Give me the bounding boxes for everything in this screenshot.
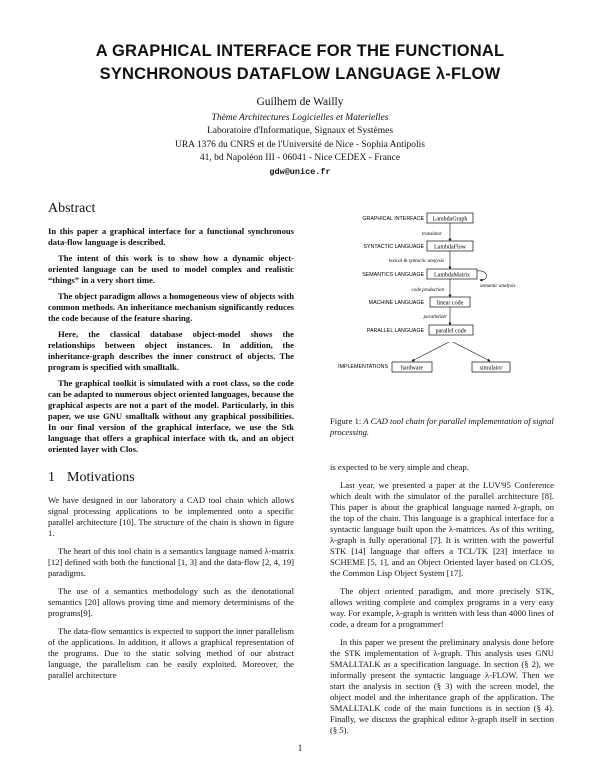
affiliation-lab: Laboratoire d'Informatique, Signaux et Systèmes	[206, 126, 394, 137]
abstract-body	[48, 226, 294, 455]
body-paragraph: The data-flow semantics is expected to support the inner parallelism of the applications. In addition, it allows a graphical representation of the programs. Due to the static solving method of our abstract language, the parallelism can be easily exploited. Moreover, the parallel architecture	[48, 626, 294, 680]
arrow-label: code production	[411, 288, 444, 293]
diagram-box-label: LambdaGraph	[432, 216, 468, 223]
diagram-box-label: parallel code	[435, 328, 467, 335]
caption-prefix: Figure 1:	[330, 416, 364, 426]
self-loop-arrow	[477, 271, 486, 280]
diagram-row-label: SEMANTICS LANGUAGE	[362, 272, 424, 278]
caption-text: A CAD tool chain for parallel implementation of signal processing.	[330, 416, 554, 437]
abstract-paragraph: The intent of this work is to show how a dynamic object-oriented language can be used to model complex and realistic “things” in a very short time.	[48, 253, 294, 285]
abstract-paragraph: Here, the classical database object-model shows the relationships between object instances. In addition, the inheritance-graph describes the inner construct of objects. The program is specified with smalltalk.	[48, 329, 294, 372]
abstract-paragraph: The graphical toolkit is simulated with a root class, so the code can be adapted to numerous object oriented languages, because the graphical aspects are not a part of the model. Particularly, in this paper, we use GNU smalltalk without any graphical possibilities. In our final version of the graphical interface, we use the Stk language that offers a graphical interface with tk, and an object oriented layer with Clos.	[48, 378, 294, 454]
section-heading-motivations	[48, 469, 294, 487]
diagram-row-label: GRAPHICAL INTERFACE	[362, 216, 424, 222]
body-paragraph: The use of a semantics methodology such as the denotational semantics [20] allows proving time and memory determinisms of the programs[9].	[48, 586, 294, 618]
diagram-box-label: simulator	[479, 365, 503, 372]
abstract-paragraph: In this paper a graphical interface for a functional synchronous data-flow language is described.	[48, 226, 294, 247]
body-paragraph: We have designed in our laboratory a CAD tool chain which allows signal processing applications to be implemented onto a specific parallel architecture [10]. The structure of the chain is shown in figure 1.	[48, 495, 294, 538]
diagram-box-label: hardware	[400, 365, 424, 372]
body-paragraph: is expected to be very simple and cheap.	[330, 462, 469, 472]
affiliation-team: Thème Architectures Logicielles et Materielles	[211, 112, 389, 123]
diagram-row-label: IMPLEMENTATIONS	[338, 364, 388, 370]
figure-1-implementations	[330, 342, 554, 382]
author-name: Guilhem de Wailly	[256, 96, 344, 108]
arrow-label: translator	[421, 232, 442, 237]
right-column	[330, 462, 554, 743]
affiliation-university: URA 1376 du CNRS et de l'Université de Nice - Sophia Antipolis	[174, 139, 425, 150]
body-paragraph: In this paper we present the preliminary analysis done before the STK implementation of λ-graph. This analysis uses GNU SMALLTALK as a specification language. In section (§ 2), we informally present the syntactic language λ-FLOW. Then we start the analysis in section (§ 3) with the screen model, the object model and the inheritance graph of the application. The SMALLTALK code of the main functions is in section (§ 4). Finally, we discuss the graphical editor λ-graph itself in section (§ 5).	[330, 637, 554, 735]
arrow-label: semantic analysis	[480, 284, 516, 289]
figure-1-diagram	[330, 208, 554, 342]
section-title: Motivations	[67, 470, 135, 485]
abstract-heading: Abstract	[48, 201, 96, 216]
author-email: gdw@unice.fr	[269, 166, 331, 177]
figure-1-caption	[330, 416, 554, 438]
diagram-row-label: PARALLEL LANGUAGE	[366, 328, 424, 334]
body-paragraph: The heart of this tool chain is a semantics language named λ-matrix [12] defined with both the functional [1, 3] and the data-flow [2, 4, 19] paradigms.	[48, 546, 294, 578]
postal-address: 41, bd Napoléon III - 06041 - Nice CEDEX - France	[199, 153, 401, 164]
section-number: 1	[48, 470, 55, 485]
diagram-row-label: SYNTACTIC LANGUAGE	[363, 244, 424, 250]
page-number: 1	[297, 744, 303, 754]
diagram-box-label: LambdaFlow	[434, 244, 466, 251]
body-paragraph: The object oriented paradigm, and more precisely STK, allows writing complete and complex programs in a very easy way. For example, λ-graph is written with less than 4000 lines of code, a dream for a programmer!	[330, 586, 554, 629]
body-paragraph: Last year, we presented a paper at the LUV'95 Conference which dealt with the simulator of the parallel architecture [8]. This paper is about the graphical language named λ-graph, on the top of the chain. This language is a graphical interface for a syntactic language built upon the λ-matrices. As of this writing, λ-graph is fully operational [7]. It is written with the powerful STK [14] language that offers a TCL/TK [23] interface to SCHEME [5, 1], and an Object Oriented layer based on CLOS, the Common Lisp Object System [17].	[330, 480, 554, 578]
abstract-paragraph: The object paradigm allows a homogeneous view of objects with common methods. An inheritance mechanism significantly reduces the code because of the feature sharing.	[48, 291, 294, 323]
left-column	[48, 200, 294, 688]
arrow-label: lexical & syntactic analysis	[388, 259, 444, 264]
title-line-1: A GRAPHICAL INTERFACE FOR THE FUNCTIONAL	[95, 42, 505, 60]
arrow-label: parallelizer	[423, 315, 447, 320]
diagram-box-label: linear code	[436, 300, 464, 307]
diagram-row-label: MACHINE LANGUAGE	[368, 300, 424, 306]
diagram-box-label: LambdaMatrix	[434, 272, 470, 279]
author-block	[0, 96, 600, 180]
paper-title	[0, 40, 600, 86]
title-line-2: SYNCHRONOUS DATAFLOW LANGUAGE λ-FLOW	[99, 65, 501, 83]
